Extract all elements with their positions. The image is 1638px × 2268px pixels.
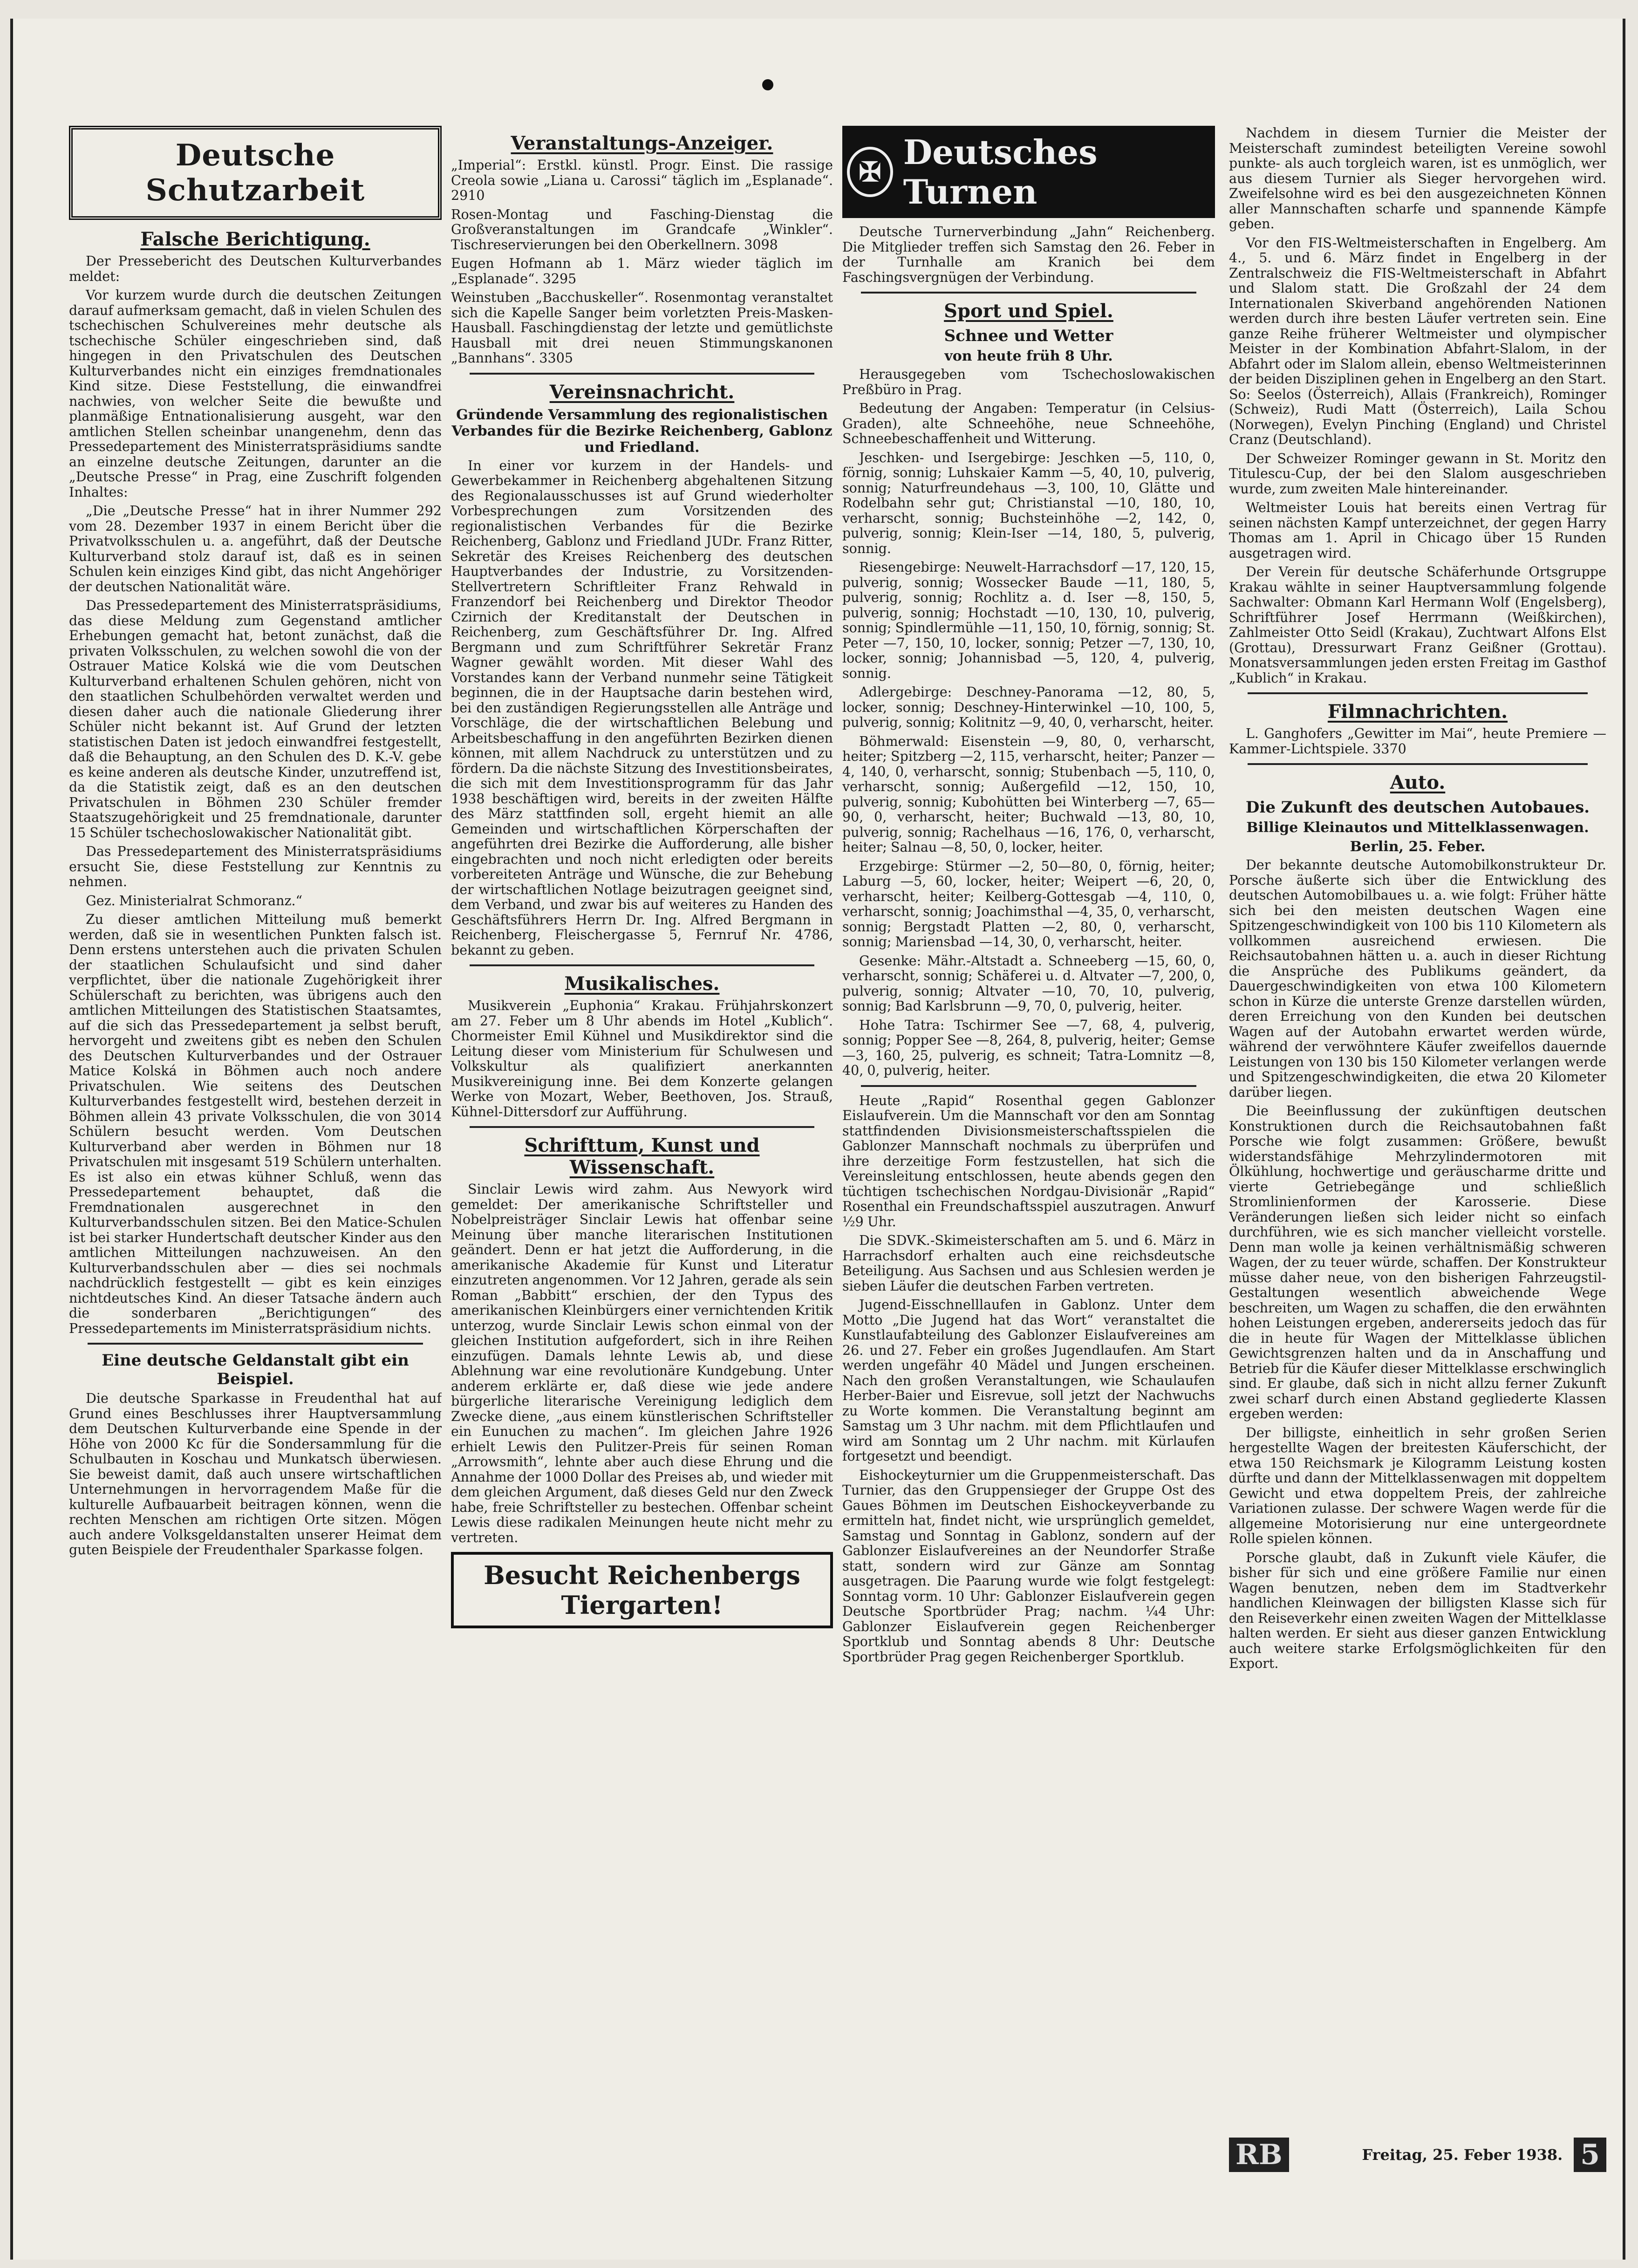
divider — [88, 1343, 423, 1345]
paragraph: Vor kurzem wurde durch die deutschen Zeitungen darauf aufmerksam gemacht, daß in vielen Schulen des tschechischen Schulvereines mehr deutsche als tschechische Schüler eingeschrieben sind, daß hingegen in den Privatschulen des Deutschen Kulturverbandes nicht ein einziges fremdnationales Kind sitze. Diese Feststellung, die einwandfrei nachwies, von welcher Seite die bewußte und planmäßige Entnationalisierung ausgeht, war den amtlichen Stellen scheinbar unangenehm, denn das Pressedepartement des Ministerratspräsidiums sandte an einzelne deutsche Zeitungen, darunter an die „Deutsche Presse“ in Prag, eine Zuschrift folgenden Inhaltes: — [69, 287, 442, 500]
paragraph: Deutsche Turnerverbindung „Jahn“ Reichenberg. Die Mitglieder treffen sich Samstag den 26. Feber in der Turnhalle am Kranich bei dem Faschingsvergnügen der Verbindung. — [842, 224, 1215, 285]
section-header-turnen — [842, 126, 1215, 218]
sport-paragraph: Jugend-Eisschnelllaufen in Gablonz. Unter dem Motto „Die Jugend hat das Wort“ veranstaltet die Kunstlaufabteilung des Gablonzer Eislaufvereines am 26. und 27. Feber ein großes Jugendlaufen. Am Start werden ungefähr 40 Mädel und Jungen erscheinen. Nach den großen Veranstaltungen, wie Schaulaufen Herber-Baier und Eisrevue, soll jetzt der Nachwuchs zu Worte kommen. Die Veranstaltung beginnt am Samstag um 3 Uhr nachm. mit dem Pflichtlaufen und wird am Sonntag um 2 Uhr nachm. mit Kürlaufen fortgesetzt und beendigt. — [842, 1297, 1215, 1464]
event-item: Eugen Hofmann ab 1. März wieder täglich im „Esplanade“. 3295 — [451, 256, 833, 287]
article-body — [69, 254, 442, 1336]
article-title: Eine deutsche Geldanstalt gibt ein Beispiel. — [102, 1351, 409, 1388]
paragraph: Zu dieser amtlichen Mitteilung muß bemerkt werden, daß sie in wesentlichen Punkten falsch ist. Denn erstens unterstehen auch die privaten Schulen der staatlichen Schulaufsicht und sind daher verpflichtet, über die nationale Zugehörigkeit ihrer Schülerschaft zu berichten, was übrigens auch den amtlichen Mitteilungen des Statistischen Staatsamtes, auf die sich das Pressedepartement ja selbst beruft, hervorgeht und zweitens gibt es neben den Schulen des Deutschen Kulturverbandes und der Ostrauer Matice Kolská in Böhmen auch noch andere Privatschulen. Wie seitens des Deutschen Kulturverbandes festgestellt wird, bestehen derzeit in Böhmen allein 43 private Volksschulen, die von 3014 Schülern besucht werden. Vom Deutschen Kulturverband aber werden in Böhmen nur 18 Privatschulen mit insgesamt 519 Schülern unterhalten. Es ist also ein etwas kühner Schluß, wenn das Pressedepartement behauptet, daß die Fremdnationalen ausgerechnet in den Kulturverbandsschulen sitzen. Bei den Matice-Schulen ist bei starker Hundertschaft deutscher Kinder aus den amtlichen Mitteilungen nachzuweisen. An den Kulturverbandsschulen aber — dies sei nochmals nachdrücklich festgestellt — gibt es kein einziges nichtdeutsches Kind. An dieser Tatsache ändern auch die sonderbaren „Berichtigungen“ des Pressedepartements im Ministerratspräsidium nichts. — [69, 912, 442, 1336]
column-events — [451, 126, 833, 1628]
weather-paragraph: Gesenke: Mähr.-Altstadt a. Schneeberg —15, 60, 0, verharscht, sonnig; Schäferei u. d. Altvater —7, 200, 0, pulverig, sonnig; Altvater —10, 70, 10, pulverig, sonnig; Bad Karlsbrunn —9, 70, 0, pulverig, heiter. — [842, 953, 1215, 1014]
column-turnen-sport — [842, 126, 1215, 1668]
paragraph: Das Pressedepartement des Ministerratspräsidiums, das diese Meldung zum Gegenstand amtlicher Erhebungen gemacht hat, betont zunächst, daß die privaten Volksschulen, zu welchen sowohl die von der Ostrauer Matice Kolská wie die vom Deutschen Kulturverband erhaltenen Schulen gehören, nicht von den staatlichen Schulbehörden verwaltet werden und diesen daher auch die nationale Gliederung ihrer Schüler nicht bekannt ist. Auf Grund der letzten statistischen Daten ist jedoch einwandfrei festgestellt, daß die Behauptung, an den Schulen des D. K.-V. gebe es keine anderen als deutsche Kinder, unzutreffend ist, da die Statistik zeigt, daß es an den deutschen Privatschulen in Böhmen 230 Schüler fremder Staatszugehörigkeit und 25 fremdnationale, darunter 15 Schüler tschechoslowakischer Nationalität gibt. — [69, 598, 442, 840]
section-header-label: Deutsches Turnen — [903, 132, 1098, 212]
divider — [470, 373, 814, 375]
paragraph: Das Pressedepartement des Ministerratspräsidiums ersucht Sie, diese Feststellung zur Kenntnis zu nehmen. — [69, 844, 442, 889]
weather-paragraph: Jeschken- und Isergebirge: Jeschken —5, 110, 0, förnig, sonnig; Luhskaier Kamm —5, 40, 10, pulverig, sonnig; Naturfreundehaus —3, 100, 10, Glätte und Rodelbahn sehr gut; Christianstal —10, 180, 10, verharscht, sonnig; Buchsteinhöhe —2, 142, 0, pulverig, sonnig; Klein-Iser —14, 180, 5, pulverig, sonnig. — [842, 450, 1215, 556]
paragraph: „Die „Deutsche Presse“ hat in ihrer Nummer 292 vom 28. Dezember 1937 in einem Bericht über die Privatvolksschulen u. a. angeführt, daß der Deutsche Kulturverband stolz darauf ist, daß es in seinen Schulen kein einziges Kind gibt, das nicht Angehöriger der deutschen Nationalität wäre. — [69, 503, 442, 594]
paragraph: Die deutsche Sparkasse in Freudenthal hat auf Grund eines Beschlusses ihrer Hauptversammlung dem Deutschen Kulturverbande eine Spende in der Höhe von 2000 Kc für die Sondersammlung für die Schulbauten in Koschau und Munkatsch überwiesen. Sie beweist damit, daß auch unsere wirtschaftlichen Unternehmungen in hervorragendem Maße für die kulturelle Aufbauarbeit beitragen können, wenn die rechten Menschen am richtigen Orte sitzen. Mögen auch andere Volksgeldanstalten unserer Heimat dem guten Beispiele der Freudenthaler Sparkasse folgen. — [69, 1391, 442, 1558]
divider — [861, 292, 1196, 294]
column-schutzarbeit — [69, 126, 442, 1562]
sport-paragraph: Der Schweizer Rominger gewann in St. Moritz den Titulescu-Cup, der bei den Slalom ausgeschrieben wurde, zum zweiten Male hintereinander. — [1229, 451, 1606, 497]
paper-mark: RB — [1229, 2138, 1289, 2172]
issue-date: Freitag, 25. Feber 1938. — [1362, 2146, 1563, 2164]
ad-banner-tiergarten: Besucht Reichenbergs Tiergarten! — [451, 1552, 833, 1628]
paragraph: Die Beeinflussung der zukünftigen deutschen Konstruktionen durch die Reichsautobahnen faßt Porsche wie folgt zusammen: Größere, bewußt widerstandsfähige Mehrzylindermotoren mit Ölkühlung, hochwertige und geräuscharme dritte und vierte Getriebegänge und schließlich Stromlinienformen der Karosserie. Diese Veränderungen ließen sich leider nicht so einfach durchführen, wie es sich mancher vielleicht vorstelle. Denn man wolle ja keinen verhältnismäßig schweren Wagen, der zu teuer würde, schaffen. Der Konstrukteur müsse daher neue, von den bisherigen Fahrzeugstil-Gestaltungen wesentlich abweichende Wege beschreiten, um Wagen zu schaffen, die den erwähnten hohen Leistungen ergeben, andererseits jedoch das für die in heute für Wagen der Mittelklasse üblichen Gewichtsgrenzen halten und da in Anschaffung und Betrieb für die Käufer dieser Mittelklasse erschwinglich sind. Er glaube, daß sich in nicht allzu ferner Zukunft zwei scharf durch einen Abstand gegliederte Klassen ergeben werden: — [1229, 1103, 1606, 1421]
event-item: Rosen-Montag und Fasching-Dienstag die Großveranstaltungen im Grandcafe „Winkler“. Tischreservierungen bei den Oberkellnern. 3098 — [451, 206, 833, 253]
weather-paragraph: Erzgebirge: Stürmer —2, 50—80, 0, förnig, heiter; Laburg —5, 60, locker, heiter; Weipert —6, 20, 0, verharscht, heiter; Keilberg-Gottesgab —4, 110, 0, verharscht, sonnig; Joachimsthal —4, 35, 0, verharscht, sonnig; Bergstadt Platten —2, 80, 0, verharscht, sonnig; Mariensbad —14, 30, 0, verharscht, heiter. — [842, 858, 1215, 950]
divider — [470, 964, 814, 966]
weather-subtitle: von heute früh 8 Uhr. — [944, 348, 1113, 364]
page-number: 5 — [1574, 2138, 1606, 2172]
divider — [470, 1126, 814, 1128]
paragraph: Der billigste, einheitlich in sehr großen Serien hergestellte Wagen der breitesten Käuferschicht, der etwa 150 Reichsmark je Kilogramm Leistung kosten dürfte und dann der Mittelklassenwagen mit doppeltem Gewicht und etwa doppeltem Preis, der zahlreiche Variationen zulasse. Der schwere Wagen werde für die allgemeine Motorisierung nur eine untergeordnete Rolle spielen können. — [1229, 1425, 1606, 1546]
paragraph: In einer vor kurzem in der Handels- und Gewerbekammer in Reichenberg abgehaltenen Sitzung des Regionalausschusses ist auf Grund wiederholter Vorbesprechungen zum Vorsitzenden des regionalistischen Verbandes für die Bezirke Reichenberg, Gablonz und Friedland JUDr. Franz Ritter, Sekretär des Kreises Reichenberg des deutschen Hauptverbandes der Industrie, zu Vorsitzenden-Stellvertretern Schriftleiter Franz Rehwald in Franzendorf bei Reichenberg und Direktor Theodor Czirnich der Kreditanstalt der Deutschen in Reichenberg, zum Geschäftsführer Dr. Ing. Alfred Bergmann und zum Schriftführer Sekretär Franz Wagner gewählt worden. Mit dieser Wahl des Vorstandes kann der Verband nunmehr seine Tätigkeit beginnen, die in der Hauptsache darin bestehen wird, bei den zuständigen Regierungsstellen alle Anträge und Vorschläge, die der wirtschaftlichen Belebung und Arbeitsbeschaffung in den angeführten Bezirken dienen können, mit allem Nachdruck zu unterstützen und zu fördern. Da die nächste Sitzung des Investitionsbeirates, die sich mit dem Investitionsprogramm für das Jahr 1938 beschäftigen wird, bereits in der zweiten Hälfte des März stattfinden soll, ergeht hiemit an alle Gemeinden und wirtschaftlichen Körperschaften der angeführten drei Bezirke die Aufforderung, alle bisher eingebrachten und noch nicht erledigten oder bereits vorbereiteten Anträge und Wünsche, die zur Behebung der wirtschaftlichen Notlage beizutragen geeignet sind, dem Verband, und zwar bis auf weiteres zu Handen des Geschäftsführers Herrn Dr. Ing. Alfred Bergmann in Reichenberg, Fleischergasse 5, Fernruf Nr. 4786, bekannt zu geben. — [451, 458, 833, 958]
sport-paragraph: Nachdem in diesem Turnier die Meister der Meisterschaft zumindest beteiligten Vereine sowohl punkte- als auch torgleich waren, ist es unmöglich, wer aus diesem Turnier als Sieger hervorgehen wird. Zweifelsohne wird es bei den ausgezeichneten Können aller Mannschaften scharfe und spannende Kämpfe geben. — [1229, 126, 1606, 232]
page-footer — [1229, 2134, 1606, 2176]
divider — [861, 1085, 1196, 1087]
dateline: Berlin, 25. Feber. — [1350, 839, 1486, 855]
paragraph: Der bekannte deutsche Automobilkonstrukteur Dr. Porsche äußerte sich über die Entwicklung des deutschen Automobilbaues u. a. wie folgt: Früher hätte sich bei den meisten deutschen Wagen eine Spitzengeschwindigkeit von 100 bis 110 Kilometern als vollkommen ausreichend erwiesen. Die Reichsautobahnen hätten u. a. auch in dieser Richtung die Ansprüche des Publikums geändert, da Dauergeschwindigkeiten von etwa 100 Kilometern schon in Kürze die unterste Grenze darstellen würden, deren Erreichung von den Kunden bei deutschen Wagen auf der Autobahn erwartet werden würde, während der verwöhntere Käufer zweifellos dauernde Leistungen von 130 bis 150 Kilometer verlangen werde und Spitzengeschwindigkeiten, die etwa 20 Kilometer darüber liegen. — [1229, 857, 1606, 1100]
sport-paragraph: Weltmeister Louis hat bereits einen Vertrag für seinen nächsten Kampf unterzeichnet, der gegen Harry Thomas am 1. April in Chicago über 15 Runden ausgetragen wird. — [1229, 500, 1606, 561]
weather-paragraph: Bedeutung der Angaben: Temperatur (in Celsius-Graden), alte Schneehöhe, neue Schneehöhe, Schneebeschaffenheit und Witterung. — [842, 401, 1215, 446]
weather-paragraph: Adlergebirge: Deschney-Panorama —12, 80, 5, locker, sonnig; Deschney-Hinterwinkel —10, 100, 5, pulverig, sonnig; Kolitnitz —9, 40, 0, verharscht, heiter. — [842, 684, 1215, 730]
paragraph: Porsche glaubt, daß in Zukunft viele Käufer, die bisher für sich und eine größere Familie nur einen Wagen benutzen, neben dem im Stadtverkehr handlichen Kleinwagen der billigsten Klasse sich für den Reiseverkehr einen zweiten Wagen der Mittelklasse halten werden. Er sieht aus dieser ganzen Entwicklung auch weitere starke Erfolgsmöglichkeiten für den Export. — [1229, 1550, 1606, 1671]
article-title: Falsche Berichtigung. — [140, 228, 370, 250]
section-title-auto: Auto. — [1390, 772, 1446, 793]
event-item: Weinstuben „Bacchuskeller“. Rosenmontag veranstaltet sich die Kapelle Sanger beim vorletzten Preis-Masken-Hausball. Faschingdienstag der letzte und gemütlichste Hausball mit drei neuen Stimmungskanonen „Bannhans“. 3305 — [451, 290, 833, 366]
sport-paragraph: Heute „Rapid“ Rosenthal gegen Gablonzer Eislaufverein. Um die Mannschaft vor den am Sonntag stattfindenden Divisionsmeisterschaftsspielen die Gablonzer Mannschaft nochmals zu überprüfen und ihre derzeitige Form festzustellen, hat sich die Vereinsleitung entschlossen, heute abends gegen den tüchtigen tschechischen Nordgau-Divisionär „Rapid“ Rosenthal ein Freundschaftsspiel auszutragen. Anwurf ½9 Uhr. — [842, 1093, 1215, 1230]
sport-paragraph: Die SDVK.-Skimeisterschaften am 5. und 6. März in Harrachsdorf erhalten auch eine reichsdeutsche Beteiligung. Aus Sachsen und aus Schlesien werden je sieben Läufer die deutschen Farben vertreten. — [842, 1233, 1215, 1294]
paragraph: Sinclair Lewis wird zahm. Aus Newyork wird gemeldet: Der amerikanische Schriftsteller und Nobelpreisträger Sinclair Lewis hat offenbar seine Meinung über manche literarischen Institutionen geändert. Denn er hat jetzt die Aufforderung, in die amerikanische Akademie für Kunst und Literatur einzutreten angenommen. Vor 12 Jahren, gerade als sein Roman „Babbitt“ erschien, der den Typus des amerikanischen Kleinbürgers einer vernichtenden Kritik unterzog, wurde Sinclair Lewis schon einmal von der gleichen Institution aufgefordert, sich in ihre Reihen einzufügen. Damals lehnte Lewis ab, und diese Ablehnung war eine revolutionäre Kundgebung. Unter anderem erklärte er, daß diese wie jede andere bürgerliche literarische Vereinigung lediglich dem Zwecke diene, „aus einem künstlerischen Schriftsteller ein Eunuchen zu machen“. Im gleichen Jahre 1926 erhielt Lewis den Pulitzer-Preis für seinen Roman „Arrowsmith“, lehnte aber auch diese Ehrung und die Annahme der 1000 Dollar des Preises ab, und wieder mit dem gleichen Argument, daß dieses Geld nur den Zweck habe, freie Schriftsteller zu bestechen. Offenbar scheint Lewis diese radikalen Meinungen heute nicht mehr zu vertreten. — [451, 1182, 833, 1545]
turner-cross-icon: ✠ — [847, 147, 893, 197]
section-title-film: Filmnachrichten. — [1327, 701, 1508, 723]
sport-paragraph: Vor den FIS-Weltmeisterschaften in Engelberg. Am 4., 5. und 6. März findet in Engelberg in der Zentralschweiz die FIS-Weltmeisterschaft in Abfahrt und Slalom statt. Die Großzahl der 24 dem Internationalen Skiverband angehörenden Nationen werden durch ihre besten Läufer vertreten sein. Eine ganze Reihe früherer Weltmeister und olympischer Meister in der Kombination Abfahrt-Slalom, in der Abfahrt oder im Slalom allein, ebenso Weltmeisterinnen der beiden Disziplinen gehen in Engelberg an den Start. So: Seelos (Österreich), Allais (Frankreich), Rominger (Schweiz), Rudi Matt (Österreich), Laila Schou (Norwegen), Evelyn Pinching (England) und Christel Cranz (Deutschland). — [1229, 235, 1606, 447]
paragraph: Der Pressebericht des Deutschen Kulturverbandes meldet: — [69, 253, 442, 284]
divider — [1248, 763, 1588, 765]
weather-paragraph: Herausgegeben vom Tschechoslowakischen Preßbüro in Prag. — [842, 367, 1215, 397]
event-item: „Imperial“: Erstkl. künstl. Progr. Einst. Die rassige Creola sowie „Liana u. Carossi“ täglich im „Esplanade“. 2910 — [451, 157, 833, 203]
sport-paragraph: Der Verein für deutsche Schäferhunde Ortsgruppe Krakau wählte in seiner Hauptversammlung folgende Sachwalter: Obmann Karl Hermann Wolf (Engelsberg), Schriftführer Josef Herrmann (Weißkirchen), Zahlmeister Otto Seidl (Krakau), Zuchtwart Alfons Elst (Grottau), Dressurwart Franz Geißner (Grottau). Monatsversammlungen jeden ersten Freitag im Gasthof „Kublich“ in Krakau. — [1229, 564, 1606, 686]
section-title-literature: Schrifttum, Kunst und Wissenschaft. — [524, 1134, 760, 1178]
section-title-music: Musikalisches. — [564, 973, 720, 995]
section-title-verein: Vereinsnachricht. — [549, 381, 735, 403]
punch-hole — [762, 79, 773, 90]
paragraph: Gez. Ministerialrat Schmoranz.“ — [86, 893, 303, 909]
paragraph: L. Ganghofers „Gewitter im Mai“, heute Premiere — Kammer-Lichtspiele. 3370 — [1229, 726, 1606, 757]
section-title-events: Veranstaltungs-Anzeiger. — [511, 132, 773, 154]
sport-paragraph: Eishockeyturnier um die Gruppenmeisterschaft. Das Turnier, das den Gruppensieger der Gruppe Ost des Gaues Böhmen im Deutschen Eishockeyverbande zu ermitteln hat, findet nicht, wie ursprünglich gemeldet, Samstag und Sonntag in Gablonz, sondern auf der Gablonzer Eislaufvereines an der Neundorfer Straße statt, sondern wird zur Gänze am Sonntag ausgetragen. Die Paarung wurde wie folgt festgelegt: Sonntag vorm. 10 Uhr: Gablonzer Eislaufverein gegen Deutsche Sportbrüder Prag; nachm. ¼4 Uhr: Gablonzer Eislaufverein gegen Reichenberger Sportklub und Sonntag abends 8 Uhr: Deutsche Sportbrüder Prag gegen Reichenberger Sportklub. — [842, 1467, 1215, 1665]
events-list — [451, 158, 833, 366]
article-subtitle: Billige Kleinautos und Mittelklassenwagen. — [1246, 820, 1589, 836]
divider — [1248, 692, 1588, 694]
weather-paragraph: Hohe Tatra: Tschirmer See —7, 68, 4, pulverig, sonnig; Popper See —8, 264, 8, pulverig, heiter; Gemse —3, 160, 25, pulverig, es schneit; Tatra-Lomnitz —8, 40, 0, pulverig, heiter. — [842, 1017, 1215, 1078]
newspaper-page — [10, 19, 1625, 2260]
weather-paragraph: Böhmerwald: Eisenstein —9, 80, 0, verharscht, heiter; Spitzberg —2, 115, verharscht, heiter; Panzer —4, 140, 0, verharscht, sonnig; Stubenbach —5, 110, 0, verharscht, sonnig; Außergefild —12, 150, 10, pulverig, sonnig; Kubohütten bei Winterberg —7, 65—90, 0, verharscht, heiter; Buchwald —13, 80, 10, pulverig, sonnig; Rachelhaus —16, 176, 0, verharscht, heiter; Salnau —8, 50, 0, locker, heiter. — [842, 733, 1215, 855]
paragraph: Musikverein „Euphonia“ Krakau. Frühjahrskonzert am 27. Feber um 8 Uhr abends im Hotel „Kublich“. Chormeister Emil Kühnel und Musikdirektor sind die Leitung dieser vom Ministerium für Schulwesen und Volkskultur als qualifiziert anerkannten Musikvereinigung inne. Bei dem Konzerte gelangen Werke von Mozart, Weber, Beethoven, Jos. Strauß, Kühnel-Dittersdorf zur Aufführung. — [451, 998, 833, 1120]
section-title-sport: Sport und Spiel. — [944, 300, 1113, 322]
weather-paragraph: Riesengebirge: Neuwelt-Harrachsdorf —17, 120, 15, pulverig, sonnig; Wossecker Baude —11, 180, 5, pulverig, sonnig; Rochlitz a. d. Iser —8, 150, 5, pulverig, sonnig; Hochstadt —10, 130, 10, pulverig, sonnig; Spindlermühle —11, 150, 10, förnig, sonnig; St. Peter —7, 150, 10, locker, sonnig; Petzer —7, 130, 10, locker, sonnig; Johannisbad —5, 120, 4, pulverig, sonnig. — [842, 560, 1215, 681]
article-title: Die Zukunft des deutschen Autobaues. — [1245, 798, 1590, 817]
column-film-auto — [1229, 126, 1606, 1675]
article-subtitle: Gründende Versammlung des regionalistischen Verbandes für die Bezirke Reichenberg, Gablonz und Friedland. — [451, 406, 833, 456]
weather-title: Schnee und Wetter — [944, 327, 1113, 345]
section-header-schutzarbeit: Deutsche Schutzarbeit — [69, 126, 442, 220]
